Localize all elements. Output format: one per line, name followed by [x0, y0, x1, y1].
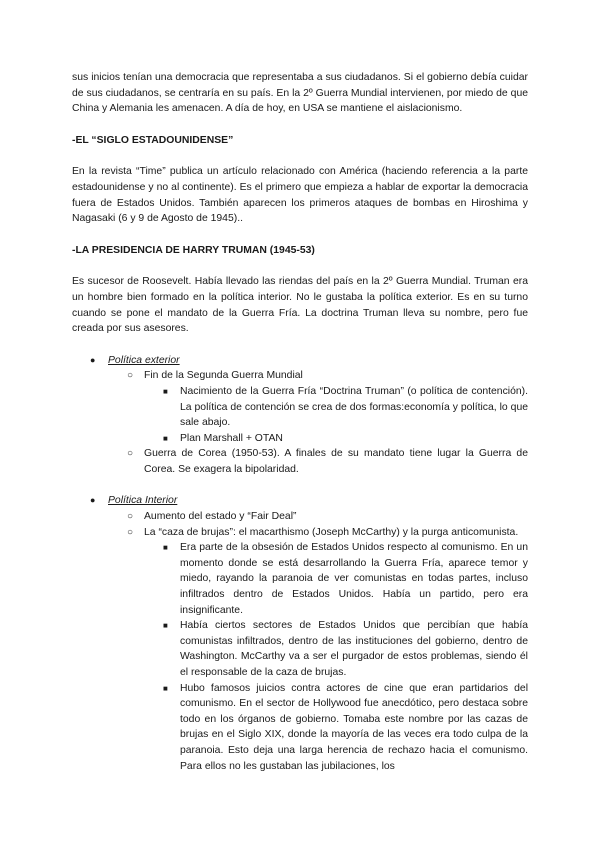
list-item-text: Hubo famosos juicios contra actores de cine que eran partidarios del comunismo. En el sector de Hollywood fue anecdótico, pero destaca sobre todo en los órganos de gobierno. Tomaba este nombre por las cazas de brujas en el Siglo XIX, donde la mayoría de las veces era todo culpa de la paranoia. Esto deja una larga herencia de rechazo hacia el comunismo. Para ellos no les gustaban las jubilaciones, los: [180, 682, 528, 772]
bullet-circle-icon: ○: [127, 511, 134, 523]
intro-paragraph: sus inicios tenían una democracia que representaba a sus ciudadanos. Si el gobierno debía cuidar de sus ciudadanos, se centraría en su país. En la 2º Guerra Mundial intervienen, por miedo de que China y Alemania les amenacen. A día de hoy, en USA se mantiene el aislacionismo.: [72, 72, 528, 115]
list-item: [72, 525, 528, 541]
list-item: [72, 509, 528, 525]
list-item: [72, 540, 528, 618]
bullet-circle-icon: ○: [127, 448, 134, 460]
bullet-square-icon: ■: [163, 433, 168, 443]
list-item-text: Había ciertos sectores de Estados Unidos que percibían que había comunistas infiltrados, dentro de las instituciones del gobierno, dentro de Washington. McCarthy va a ser el purgador de estos problemas, siendo él el responsable de la caza de brujas.: [180, 620, 528, 678]
bullet-square-icon: ■: [163, 621, 168, 631]
list-item-text: Aumento del estado y “Fair Deal”: [144, 511, 297, 523]
list-item: [72, 353, 528, 369]
list-item-text: Era parte de la obsesión de Estados Unidos respecto al comunismo. En un momento donde se está desarrollando la Guerra Fría, aparece temor y miedo, rayando la paranoia de ver comunistas en todas partes, incluso infiltrados dentro de Estados Unidos. Había un partido, pero era insignificante.: [180, 542, 528, 616]
bullet-disc-icon: ●: [90, 495, 96, 506]
list-item: [72, 618, 528, 680]
list-item-text: Nacimiento de la Guerra Fría “Doctrina Truman” (o política de contención). La política de contención se crea de dos formas:economía y política, lo que sale abajo.: [180, 385, 528, 429]
bullet-square-icon: ■: [163, 683, 168, 693]
list-item-text: La “caza de brujas”: el macarthismo (Joseph McCarthy) y la purga anticomunista.: [144, 526, 519, 538]
list-item: [72, 368, 528, 384]
bullet-circle-icon: ○: [127, 526, 134, 538]
list-item: [72, 431, 528, 447]
list-item-text: Plan Marshall + OTAN: [180, 432, 283, 444]
list-item: [72, 384, 528, 431]
bullet-circle-icon: ○: [127, 370, 134, 382]
list-item: [72, 493, 528, 509]
politica-exterior-title: Política exterior: [108, 354, 180, 366]
heading-presidencia-truman: -LA PRESIDENCIA DE HARRY TRUMAN (1945-53): [72, 244, 315, 256]
heading-siglo-estadounidense: -EL “SIGLO ESTADOUNIDENSE”: [72, 134, 234, 146]
bullet-square-icon: ■: [163, 386, 168, 396]
politica-interior-title: Política Interior: [108, 495, 178, 507]
list-item-text: Fin de la Segunda Guerra Mundial: [144, 370, 303, 382]
paragraph-siglo-estadounidense: En la revista “Time” publica un artículo relacionado con América (haciendo referencia a la parte estadounidense y no al continente). Es el primero que empieza a hablar de exportar la democracia fuera de Estados Unidos. También aparecen los primeros ataques de bombas en Hiroshima y Nagasaki (6 y 9 de Agosto de 1945)..: [72, 166, 528, 225]
list-item: [72, 446, 528, 477]
bullet-disc-icon: ●: [90, 354, 96, 365]
bullet-square-icon: ■: [163, 543, 168, 553]
list-item-text: Guerra de Corea (1950-53). A finales de su mandato tiene lugar la Guerra de Corea. Se exagera la bipolaridad.: [144, 448, 528, 475]
list-politica-interior: [72, 493, 528, 774]
paragraph-presidencia-truman: Es sucesor de Roosevelt. Había llevado las riendas del país en la 2º Guerra Mundial. Truman era un hombre bien formado en la política interior. No le gustaba la política exterior. Es en su turno cuando se pone el mandato de la Guerra Fría. La doctrina Truman lleva su nombre, pero fue creada por sus asesores.: [72, 276, 528, 335]
list-politica-exterior: [72, 353, 528, 478]
list-item: [72, 681, 528, 775]
